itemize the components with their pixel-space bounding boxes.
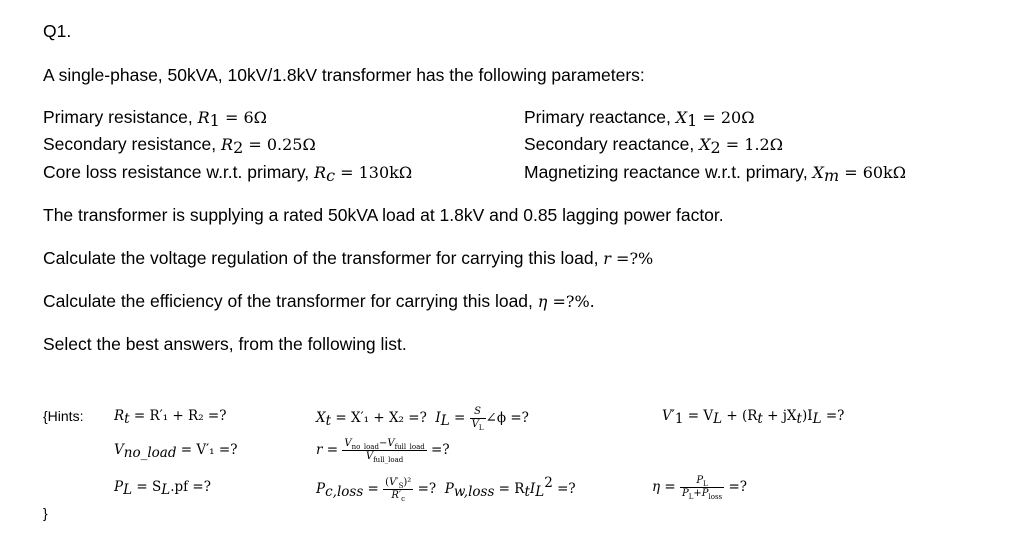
param-magnetizing-reactance: Magnetizing reactance w.r.t. primary, $X_m = 60k\Omega$ [524,162,907,185]
question-label: Q1. [43,21,72,41]
param-label: Primary resistance, [43,107,198,127]
regulation-question: Calculate the voltage regulation of the transformer for carrying this load, r =?% [43,248,654,268]
param-secondary-resistance: Secondary resistance, $R_2 = 0.25\Omega$ [43,134,316,157]
param-primary-resistance: Primary resistance, $R_1 = 6\Omega$ [43,107,267,130]
param-value: 130kΩ [358,163,413,182]
param-label: Primary reactance, [524,107,676,127]
hint-xt-il: $X_t = X'_1 + X_2$ =? $I_L$ = $\frac{S}{V_L}$ ∠ϕ =? [316,406,529,432]
param-primary-reactance: Primary reactance, $X_1 = 20\Omega$ [524,107,755,130]
hints-open: {Hints: [43,408,84,424]
hint-vnoload: $V_{no\_load} = V'_1$ =? [114,442,238,461]
efficiency-question: Calculate the efficiency of the transformer for carrying this load, η =?%. [43,291,595,311]
hint-regulation: r = $\frac{V_{no\_load}-V_{full\_load}}{V_{full\_load}}$ =? [316,438,450,464]
hint-pl: $P_L = S_L.pf$ =? [114,479,211,498]
param-label: Magnetizing reactance w.r.t. primary, [524,162,813,182]
param-value: 20Ω [720,108,755,127]
param-value: 60kΩ [862,163,907,182]
hints-close: } [43,505,48,521]
param-value: 1.2Ω [744,135,783,154]
hint-core-loss: $P_{c,loss}$ = $\frac{(V'_S)^2}{R'_c}$ =? $P_{w,loss} = R_tI_L^2$ =? [316,475,576,503]
param-core-loss-resistance: Core loss resistance w.r.t. primary, $R_c = 130k\Omega$ [43,162,413,185]
param-value: 0.25Ω [266,135,316,154]
select-instruction: Select the best answers, from the following list. [43,334,407,354]
hint-rt: $R_t = R'_1 + R_2$ =? [114,408,227,427]
param-label: Core loss resistance w.r.t. primary, [43,162,315,182]
intro-text: A single-phase, 50kVA, 10kV/1.8kV transformer has the following parameters: [43,65,645,85]
param-secondary-reactance: Secondary reactance, $X_2 = 1.2\Omega$ [524,134,783,157]
hint-v1: $V'_1 = V_L + (R_t + jX_t)I_L$ =? [662,408,845,427]
load-statement: The transformer is supplying a rated 50kVA load at 1.8kV and 0.85 lagging power factor. [43,205,724,225]
hint-efficiency: η = $\frac{P_L}{P_L+P_{loss}}$ =? [652,475,747,501]
param-label: Secondary reactance, [524,134,700,154]
param-value: 6Ω [243,108,267,127]
param-label: Secondary resistance, [43,134,222,154]
